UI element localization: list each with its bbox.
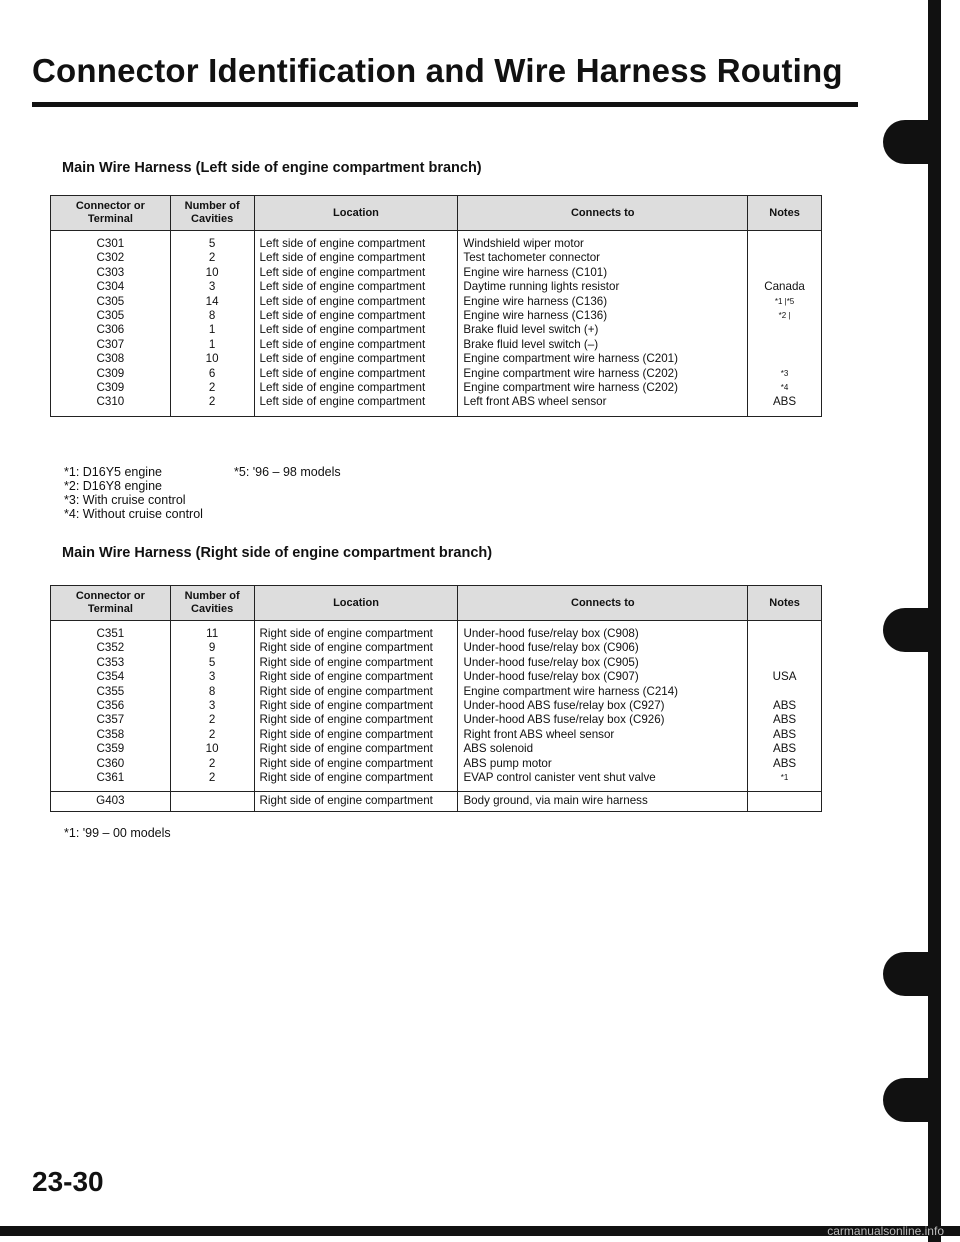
cell-line: Left side of engine compartment [259, 251, 426, 265]
cell-line: ABS [772, 756, 797, 770]
cell-line: Left side of engine compartment [259, 309, 426, 323]
cell-line: C306 [96, 323, 125, 337]
cell-line: Right side of engine compartment [259, 713, 433, 727]
cell-line: Left side of engine compartment [259, 337, 426, 351]
g403-cavities [170, 792, 254, 811]
cell-line: 2 [208, 756, 216, 770]
cell-line [753, 338, 816, 352]
header-location: Location [254, 196, 458, 231]
cell-line: Under-hood fuse/relay box (C906) [463, 641, 639, 655]
cell-line: C353 [96, 655, 125, 669]
section-tab [883, 608, 941, 652]
cell-line: *5: '96 – 98 models [234, 465, 341, 479]
cell-line: C310 [96, 395, 125, 409]
cell-line: C360 [96, 756, 125, 770]
cell-line: Under-hood fuse/relay box (C907) [463, 670, 639, 684]
cell-line: ABS pump motor [463, 756, 552, 770]
cell-line: C361 [96, 771, 125, 785]
cell-line [753, 685, 816, 699]
cell-line: Daytime running lights resistor [463, 280, 620, 294]
header-cavities: Number of Cavities [170, 586, 254, 621]
cell-line: Left side of engine compartment [259, 381, 426, 395]
cell-line [753, 641, 816, 655]
title-rule [32, 102, 858, 107]
cell-line: C305 [96, 309, 125, 323]
cell-line [753, 251, 816, 265]
cell-line: C303 [96, 265, 125, 279]
cell-line: ABS [772, 742, 797, 756]
cell-line: EVAP control canister vent shut valve [463, 771, 656, 785]
cell-line: 2 [208, 771, 216, 785]
cell-line: Canada [764, 280, 805, 294]
cell-line: Engine wire harness (C136) [463, 294, 608, 308]
cell-line: 10 [205, 742, 219, 756]
cell-line: *2: D16Y8 engine [64, 479, 162, 493]
cell-line: Right side of engine compartment [259, 756, 433, 770]
cell-line: Right side of engine compartment [259, 627, 433, 640]
cell-line: *3 [780, 368, 789, 378]
cell-line: Left side of engine compartment [259, 280, 426, 294]
page-number: 23-30 [32, 1166, 104, 1197]
cell-line: Engine compartment wire harness (C202) [463, 381, 678, 395]
cell-line: *1 [780, 773, 789, 783]
cell-line [753, 352, 816, 366]
cell-line: Right side of engine compartment [259, 742, 433, 756]
location-column [254, 231, 458, 417]
cell-line: C355 [96, 684, 125, 698]
watermark: carmanualsonline.info [827, 1224, 944, 1238]
header-notes: Notes [748, 586, 822, 621]
cell-line: 2 [208, 395, 216, 409]
cell-line: C304 [96, 280, 125, 294]
cell-line: Under-hood fuse/relay box (C905) [463, 655, 639, 669]
connector-column [51, 231, 171, 417]
cell-line: 6 [208, 366, 216, 380]
cell-line: ABS solenoid [463, 742, 534, 756]
cell-line: ABS [772, 395, 797, 409]
cell-line: *1: D16Y5 engine [64, 465, 162, 479]
g403-connector: G403 [51, 792, 171, 811]
cell-line: Engine compartment wire harness (C202) [463, 366, 678, 380]
cell-line: Brake fluid level switch (+) [463, 323, 599, 337]
left-branch-table [50, 195, 822, 417]
cell-line: 3 [208, 699, 216, 713]
cell-line: 10 [205, 265, 219, 279]
cell-line: Test tachometer connector [463, 251, 601, 265]
cell-line: *1 |*5 [774, 296, 795, 306]
cell-line: Right side of engine compartment [259, 727, 433, 741]
cell-line [753, 266, 816, 280]
cell-line: C308 [96, 352, 125, 366]
cell-line: 3 [208, 280, 216, 294]
cell-line: Engine compartment wire harness (C201) [463, 352, 678, 366]
cell-line: Right side of engine compartment [259, 699, 433, 713]
cell-line: USA [772, 670, 797, 684]
cell-line: 2 [208, 381, 216, 395]
cell-line: C354 [96, 670, 125, 684]
header-location: Location [254, 586, 458, 621]
cell-line: C309 [96, 366, 125, 380]
cell-line: Right front ABS wheel sensor [463, 727, 615, 741]
cell-line: ABS [772, 713, 797, 727]
cell-line: 8 [208, 684, 216, 698]
cell-line: C357 [96, 713, 125, 727]
cell-line: *2 | [778, 311, 791, 321]
right-branch-title: Main Wire Harness (Right side of engine compartment branch) [62, 545, 493, 561]
bottom-rule [0, 1226, 960, 1236]
cell-line: Right side of engine compartment [259, 655, 433, 669]
cell-line: C351 [96, 627, 125, 640]
section-tab [883, 120, 941, 164]
header-connector: Connector or Terminal [51, 196, 171, 231]
cell-line: *4 [780, 383, 789, 393]
cell-line: 5 [208, 237, 216, 250]
cell-line: Under-hood fuse/relay box (C908) [463, 627, 639, 640]
cell-line: C301 [96, 237, 125, 250]
cell-line: C302 [96, 251, 125, 265]
cell-line: Left side of engine compartment [259, 265, 426, 279]
cell-line: 3 [208, 670, 216, 684]
cell-line: Engine wire harness (C136) [463, 309, 608, 323]
cell-line: C305 [96, 294, 125, 308]
cell-line: 14 [205, 294, 219, 308]
cavities-column [170, 621, 254, 792]
right-branch-table [50, 585, 822, 812]
cell-line: Right side of engine compartment [259, 670, 433, 684]
header-connector: Connector or Terminal [51, 586, 171, 621]
cell-line: ABS [772, 727, 797, 741]
cell-line: ABS [772, 699, 797, 713]
cell-line: Right side of engine compartment [259, 684, 433, 698]
cell-line: 8 [208, 309, 216, 323]
cell-line: Left side of engine compartment [259, 352, 426, 366]
cell-line: C359 [96, 742, 125, 756]
cell-line: 1 [208, 337, 216, 351]
cell-line: *3: With cruise control [64, 493, 186, 507]
cell-line: Left side of engine compartment [259, 294, 426, 308]
cell-line: Left front ABS wheel sensor [463, 395, 607, 409]
cell-line: Under-hood ABS fuse/relay box (C927) [463, 699, 665, 713]
connects-to-column [458, 621, 748, 792]
cell-line: C352 [96, 641, 125, 655]
left-branch-title: Main Wire Harness (Left side of engine compartment branch) [62, 160, 482, 176]
header-notes: Notes [748, 196, 822, 231]
cell-line: 2 [208, 251, 216, 265]
cavities-column [170, 231, 254, 417]
g403-location: Right side of engine compartment [254, 792, 458, 811]
cell-line: Left side of engine compartment [259, 237, 426, 250]
cell-line: Right side of engine compartment [259, 771, 433, 785]
cell-line [753, 656, 816, 670]
cell-line: 11 [206, 627, 219, 640]
cell-line: Engine wire harness (C101) [463, 265, 608, 279]
section-tab [883, 1078, 941, 1122]
cell-line: 5 [208, 655, 216, 669]
cell-line: C307 [96, 337, 125, 351]
cell-line: C309 [96, 381, 125, 395]
page-title: Connector Identification and Wire Harness Routing [32, 52, 843, 89]
g403-connects-to: Body ground, via main wire harness [458, 792, 748, 811]
cell-line [753, 323, 816, 337]
cell-line: 1 [208, 323, 216, 337]
cell-line: Windshield wiper motor [463, 237, 584, 250]
location-column [254, 621, 458, 792]
cell-line: Engine compartment wire harness (C214) [463, 684, 679, 698]
cell-line: 2 [208, 727, 216, 741]
cell-line [753, 627, 816, 641]
cell-line: Brake fluid level switch (–) [463, 337, 599, 351]
cell-line: Under-hood ABS fuse/relay box (C926) [463, 713, 665, 727]
notes-column [748, 231, 822, 417]
cell-line: C356 [96, 699, 125, 713]
cell-line: C358 [96, 727, 125, 741]
header-connects-to: Connects to [458, 196, 748, 231]
g403-notes [748, 792, 822, 811]
cell-line: *4: Without cruise control [64, 507, 203, 521]
cell-line: Left side of engine compartment [259, 366, 426, 380]
left-footnotes-extra [234, 465, 341, 479]
cell-line: Left side of engine compartment [259, 323, 426, 337]
cell-line [753, 237, 816, 251]
notes-column [748, 621, 822, 792]
cell-line: Right side of engine compartment [259, 641, 433, 655]
cell-line: 2 [208, 713, 216, 727]
connects-to-column [458, 231, 748, 417]
right-footnote: *1: '99 – 00 models [64, 826, 171, 840]
cell-line: 10 [205, 352, 219, 366]
cell-line: 9 [208, 641, 216, 655]
connector-column [51, 621, 171, 792]
left-footnotes [64, 465, 203, 521]
cell-line: Left side of engine compartment [259, 395, 426, 409]
header-cavities: Number of Cavities [170, 196, 254, 231]
header-connects-to: Connects to [458, 586, 748, 621]
section-tab [883, 952, 941, 996]
